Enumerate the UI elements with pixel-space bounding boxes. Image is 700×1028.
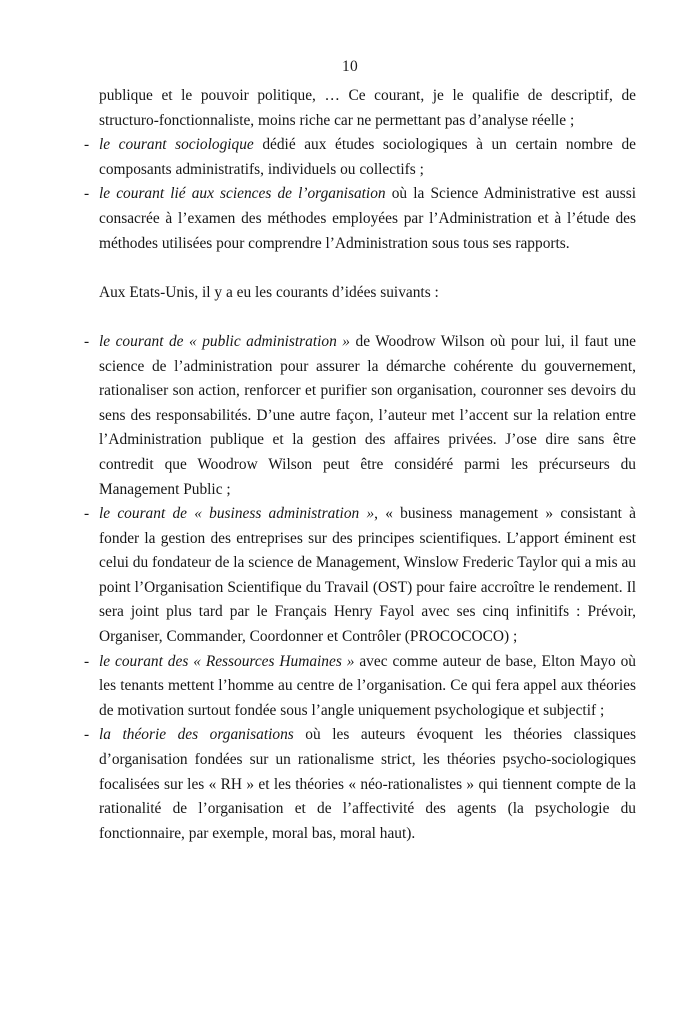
bullet-dash-icon: - xyxy=(84,505,90,523)
list-item-text: dédié aux études sociologiques à un certain nombre de composants administratifs, individuels ou collectifs ; xyxy=(99,136,636,178)
page-number: 10 xyxy=(342,58,358,75)
second-bullet-list xyxy=(84,330,636,846)
paragraph-spacer xyxy=(84,256,636,281)
bullet-dash-icon: - xyxy=(84,652,90,670)
list-item-italic-lead: le courant de « public administration » xyxy=(99,332,350,350)
paragraph-spacer xyxy=(84,305,636,330)
list-item-italic-lead: le courant lié aux sciences de l’organisation xyxy=(99,185,386,203)
bullet-dash-icon: - xyxy=(84,726,90,744)
list-item-italic-lead: le courant de « business administration » xyxy=(99,505,375,523)
list-item-italic-lead: la théorie des organisations xyxy=(99,726,294,744)
list-item xyxy=(84,502,636,650)
list-item-text: de Woodrow Wilson où pour lui, il faut une science de l’administration pour assurer la démarche cohérente du gouvernement, rationaliser son action, renforcer et purifier son organisation, couronner ses devoirs du sens des responsabilités. D’une autre façon, l’auteur met l’accent sur la relation entre l’Administration publique et la gestion des affaires privées. J’ose dire sans être contredit que Woodrow Wilson peut être considéré parmi les précurseurs du Management Public ; xyxy=(99,332,636,498)
transition-paragraph: Aux Etats-Unis, il y a eu les courants d’idées suivants : xyxy=(99,283,439,301)
first-bullet-list xyxy=(84,133,636,256)
list-item-text: où les auteurs évoquent les théories classiques d’organisation fondées sur un rationalisme strict, les théories psycho-sociologiques focalisées sur les « RH » et les théories « néo-rationalistes » qui tiennent compte de la rationalité de l’organisation et de l’affectivité des agents (la psychologie du fonctionnaire, par exemple, moral bas, moral haut). xyxy=(99,726,637,842)
bullet-dash-icon: - xyxy=(84,185,90,203)
list-item-italic-lead: le courant sociologique xyxy=(99,136,254,154)
list-item-text: où la Science Administrative est aussi consacrée à l’examen des méthodes employées par l’Administration et à l’étude des méthodes utilisées pour comprendre l’Administration sous tous ses rapports. xyxy=(99,185,636,252)
list-item-italic-lead: le courant des « Ressources Humaines » xyxy=(99,652,355,670)
list-item xyxy=(84,650,636,724)
text-column xyxy=(84,84,636,846)
bullet-dash-icon: - xyxy=(84,136,90,154)
list-item xyxy=(84,330,636,502)
bullet-dash-icon: - xyxy=(84,332,90,350)
list-item-text: , « business management » consistant à fonder la gestion des entreprises sur des principes scientifiques. L’apport éminent est celui du fondateur de la science de Management, Winslow Frederic Taylor qui a mis au point l’Organisation Scientifique du Travail (OST) pour faire accroître le rendement. Il sera joint plus tard par le Français Henry Fayol avec ses cinq infinitifs : Prévoir, Organiser, Commander, Coordonner et Contrôler (PROCOCOCO) ; xyxy=(99,505,636,646)
list-item xyxy=(84,723,636,846)
opening-paragraph: publique et le pouvoir politique, … Ce courant, je le qualifie de descriptif, de structuro-fonctionnaliste, moins riche car ne permettant pas d’analyse réelle ; xyxy=(99,87,636,129)
list-item xyxy=(84,133,636,182)
list-item xyxy=(84,182,636,256)
list-item-text: avec comme auteur de base, Elton Mayo où les tenants mettent l’homme au centre de l’organisation. Ce qui fera appel aux théories de motivation surtout fondée sous l’angle uniquement psychologique et subjectif ; xyxy=(99,652,637,719)
